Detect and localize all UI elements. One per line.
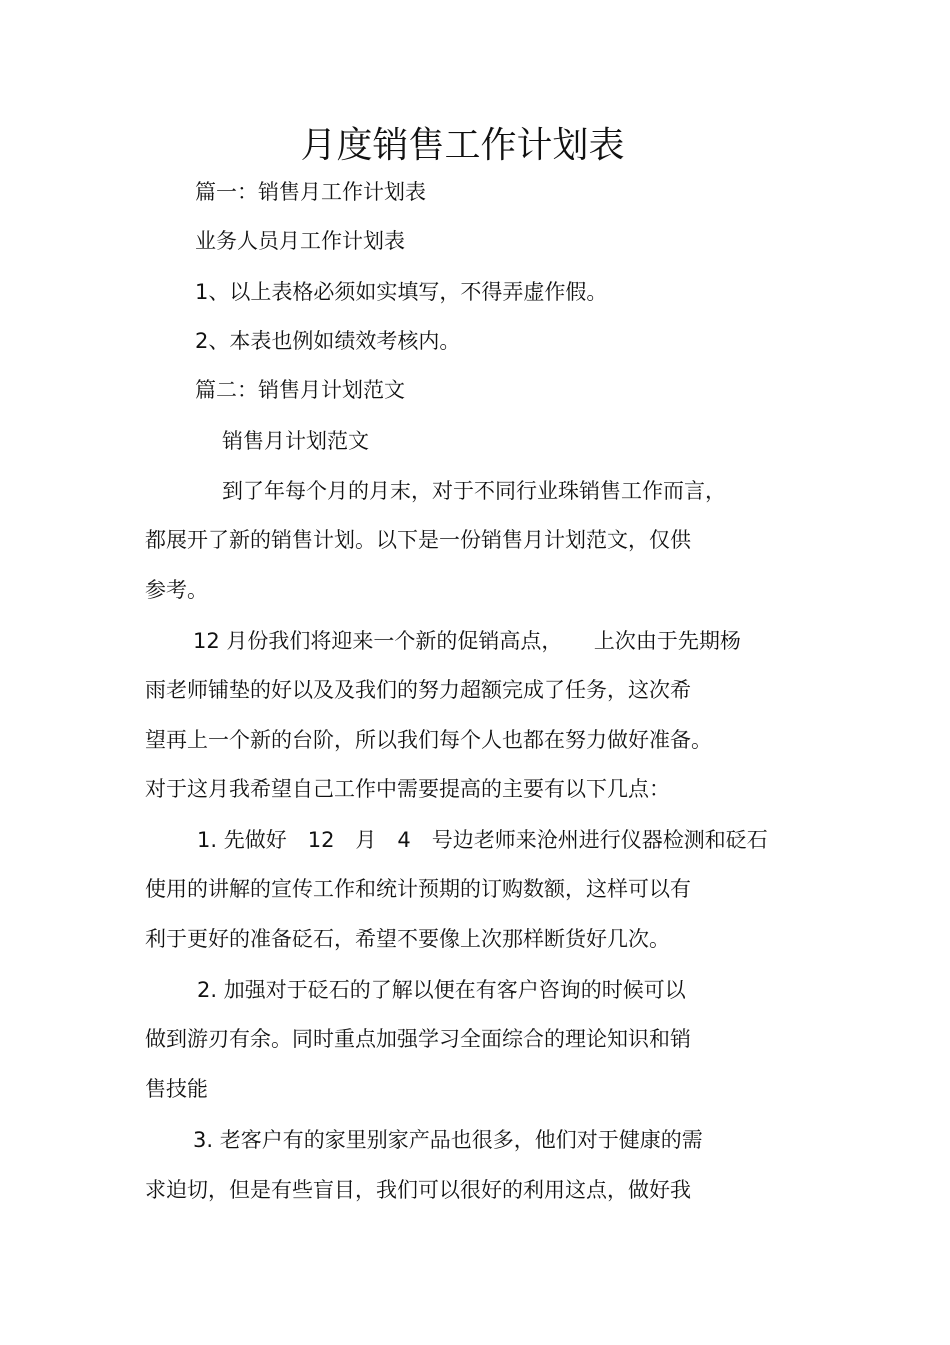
- list-item-3-line: 求迫切，但是有些盲目，我们可以很好的利用这点，做好我: [145, 1178, 691, 1202]
- subheading: 业务人员月工作计划表: [195, 229, 405, 253]
- list-item-2-line: 做到游刃有余。同时重点加强学习全面综合的理论知识和销: [145, 1027, 691, 1051]
- note-line-1: 1、以上表格必须如实填写，不得弄虚作假。: [195, 280, 608, 304]
- note-line-2: 2、本表也例如绩效考核内。: [195, 329, 461, 353]
- paragraph-line: 对于这月我希望自己工作中需要提高的主要有以下几点：: [145, 777, 670, 801]
- paragraph-line: 参考。: [145, 578, 208, 602]
- list-item-2-line: 2. 加强对于砭石的了解以便在有客户咨询的时候可以: [197, 978, 686, 1002]
- list-item-3-line: 3. 老客户有的家里别家产品也很多，他们对于健康的需: [193, 1128, 703, 1152]
- paragraph-line: 望再上一个新的台阶，所以我们每个人也都在努力做好准备。: [145, 728, 712, 752]
- list-item-2-line: 售技能: [145, 1077, 208, 1101]
- document-title: 月度销售工作计划表: [300, 125, 625, 166]
- paragraph-line: 都展开了新的销售计划。以下是一份销售月计划范文，仅供: [145, 528, 691, 552]
- list-item-1-line: 1. 先做好 12 月 4 号边老师来沧州进行仪器检测和砭石: [197, 828, 768, 852]
- section-heading-2: 篇二：销售月计划范文: [195, 378, 405, 402]
- paragraph-line: 雨老师铺垫的好以及及我们的努力超额完成了任务，这次希: [145, 678, 691, 702]
- list-item-1-line: 使用的讲解的宣传工作和统计预期的订购数额，这样可以有: [145, 877, 691, 901]
- paragraph-line: 到了年每个月的月末，对于不同行业珠销售工作而言，: [222, 479, 726, 503]
- section-heading-1: 篇一：销售月工作计划表: [195, 180, 426, 204]
- subheading-2: 销售月计划范文: [222, 429, 369, 453]
- paragraph-line: 12 月份我们将迎来一个新的促销高点， 上次由于先期杨: [193, 629, 741, 653]
- list-item-1-line: 利于更好的准备砭石，希望不要像上次那样断货好几次。: [145, 927, 670, 951]
